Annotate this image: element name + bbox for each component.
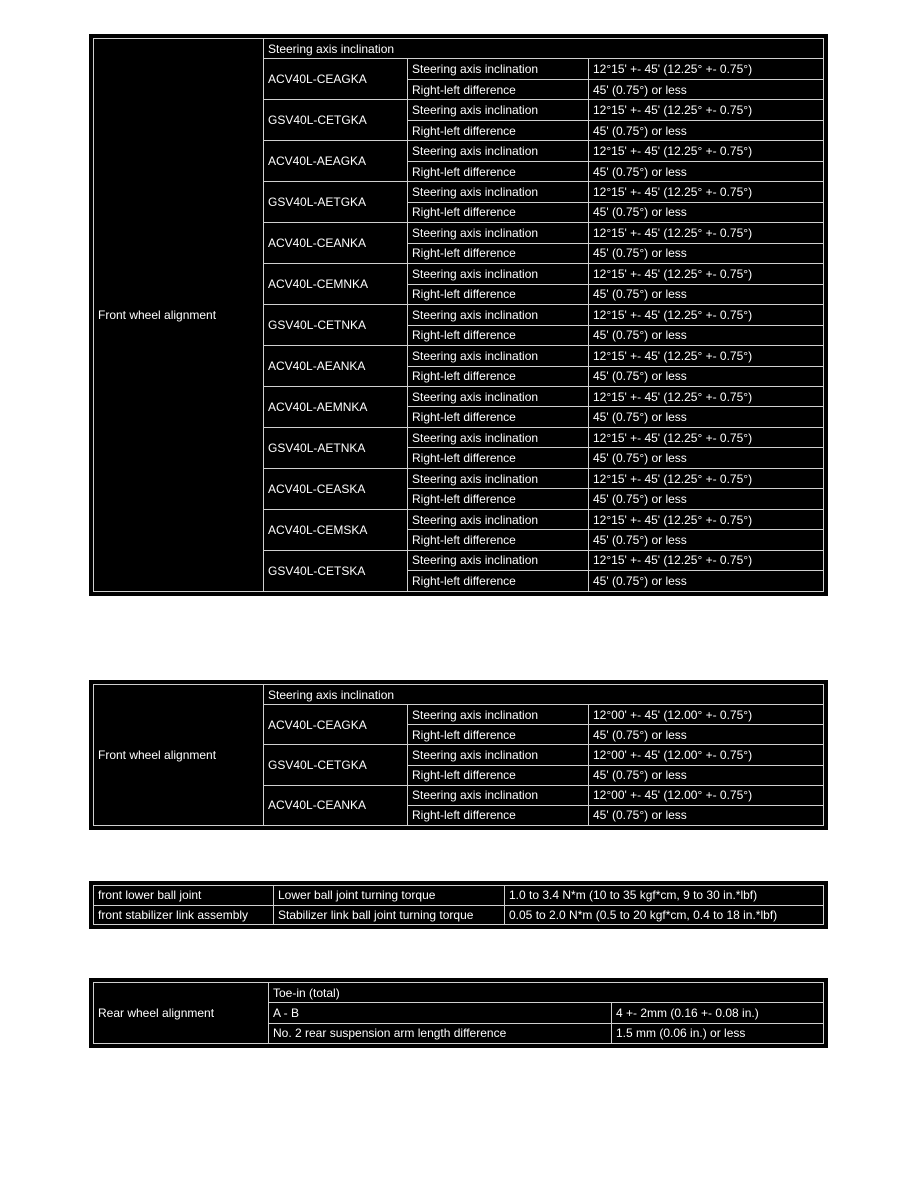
section-label: Front wheel alignment <box>94 685 264 826</box>
parameter-value: 12°00' +- 45' (12.00° +- 0.75°) <box>589 785 824 805</box>
front-wheel-alignment-table-1 <box>89 34 828 596</box>
parameter-value: 12°15' +- 45' (12.25° +- 0.75°) <box>589 386 824 406</box>
parameter-name: Steering axis inclination <box>408 59 589 79</box>
model-code: GSV40L-CETGKA <box>264 745 408 785</box>
parameter-value: 45' (0.75°) or less <box>589 325 824 345</box>
parameter-name: Right-left difference <box>408 448 589 468</box>
parameter-value: 12°15' +- 45' (12.25° +- 0.75°) <box>589 305 824 325</box>
parameter-name: Right-left difference <box>408 120 589 140</box>
parameter-name: Right-left difference <box>408 161 589 181</box>
parameter-name: Right-left difference <box>408 725 589 745</box>
parameter-value: 12°15' +- 45' (12.25° +- 0.75°) <box>589 59 824 79</box>
model-code: ACV40L-CEMNKA <box>264 264 408 305</box>
parameter-name: Right-left difference <box>408 805 589 825</box>
header-row <box>94 983 824 1003</box>
parameter-name: A - B <box>269 1003 612 1023</box>
parameter-name: Steering axis inclination <box>408 141 589 161</box>
parameter-name: Right-left difference <box>408 571 589 592</box>
section-label: Front wheel alignment <box>94 39 264 592</box>
parameter-name: Steering axis inclination <box>408 305 589 325</box>
parameter-value: 45' (0.75°) or less <box>589 530 824 550</box>
model-code: GSV40L-AETGKA <box>264 182 408 223</box>
parameter-value: 12°15' +- 45' (12.25° +- 0.75°) <box>589 427 824 447</box>
torque-value: 1.0 to 3.4 N*m (10 to 35 kgf*cm, 9 to 30 in.*lbf) <box>505 886 824 906</box>
parameter-value: 45' (0.75°) or less <box>589 448 824 468</box>
parameter-value: 45' (0.75°) or less <box>589 366 824 386</box>
torque-value: 0.05 to 2.0 N*m (0.5 to 20 kgf*cm, 0.4 to 18 in.*lbf) <box>505 905 824 925</box>
parameter-name: Right-left difference <box>408 530 589 550</box>
parameter-name: Right-left difference <box>408 407 589 427</box>
parameter-value: 12°15' +- 45' (12.25° +- 0.75°) <box>589 100 824 120</box>
parameter-name: Steering axis inclination <box>408 182 589 202</box>
parameter-value: 12°00' +- 45' (12.00° +- 0.75°) <box>589 745 824 765</box>
parameter-value: 45' (0.75°) or less <box>589 489 824 509</box>
part-name: front stabilizer link assembly <box>94 905 274 925</box>
parameter-name: Right-left difference <box>408 366 589 386</box>
model-code: GSV40L-CETNKA <box>264 305 408 346</box>
parameter-value: 12°00' +- 45' (12.00° +- 0.75°) <box>589 705 824 725</box>
header-row <box>94 39 824 59</box>
parameter-value: 45' (0.75°) or less <box>589 120 824 140</box>
model-code: ACV40L-CEMSKA <box>264 509 408 550</box>
front-wheel-alignment-table-2 <box>89 680 828 830</box>
inspection-item: Lower ball joint turning torque <box>274 886 505 906</box>
model-code: ACV40L-AEANKA <box>264 346 408 387</box>
parameter-name: Steering axis inclination <box>408 223 589 243</box>
table-row <box>94 886 824 906</box>
model-code: ACV40L-AEMNKA <box>264 386 408 427</box>
model-code: ACV40L-AEAGKA <box>264 141 408 182</box>
model-code: GSV40L-CETSKA <box>264 550 408 591</box>
parameter-name: Right-left difference <box>408 79 589 99</box>
model-code: GSV40L-CETGKA <box>264 100 408 141</box>
parameter-name: Right-left difference <box>408 202 589 222</box>
parameter-value: 4 +- 2mm (0.16 +- 0.08 in.) <box>612 1003 824 1023</box>
model-code: ACV40L-CEANKA <box>264 785 408 825</box>
parameter-value: 12°15' +- 45' (12.25° +- 0.75°) <box>589 141 824 161</box>
parameter-name: No. 2 rear suspension arm length difference <box>269 1023 612 1043</box>
parameter-value: 12°15' +- 45' (12.25° +- 0.75°) <box>589 223 824 243</box>
model-code: ACV40L-CEANKA <box>264 223 408 264</box>
parameter-name: Steering axis inclination <box>408 264 589 284</box>
parameter-value: 12°15' +- 45' (12.25° +- 0.75°) <box>589 468 824 488</box>
parameter-name: Steering axis inclination <box>408 785 589 805</box>
header-row <box>94 685 824 705</box>
model-code: ACV40L-CEASKA <box>264 468 408 509</box>
parameter-value: 12°15' +- 45' (12.25° +- 0.75°) <box>589 346 824 366</box>
parameter-name: Steering axis inclination <box>408 468 589 488</box>
parameter-name: Steering axis inclination <box>408 346 589 366</box>
parameter-value: 12°15' +- 45' (12.25° +- 0.75°) <box>589 550 824 570</box>
parameter-value: 45' (0.75°) or less <box>589 161 824 181</box>
parameter-name: Steering axis inclination <box>408 386 589 406</box>
model-code: GSV40L-AETNKA <box>264 427 408 468</box>
parameter-name: Right-left difference <box>408 243 589 263</box>
parameter-value: 45' (0.75°) or less <box>589 243 824 263</box>
inspection-item: Stabilizer link ball joint turning torque <box>274 905 505 925</box>
parameter-name: Right-left difference <box>408 325 589 345</box>
parameter-value: 12°15' +- 45' (12.25° +- 0.75°) <box>589 509 824 529</box>
section-label: Rear wheel alignment <box>94 983 269 1044</box>
section-header: Steering axis inclination <box>264 685 824 705</box>
rear-wheel-alignment-table <box>89 978 828 1048</box>
parameter-name: Steering axis inclination <box>408 509 589 529</box>
part-name: front lower ball joint <box>94 886 274 906</box>
parameter-name: Steering axis inclination <box>408 705 589 725</box>
table-row <box>94 905 824 925</box>
parameter-value: 1.5 mm (0.06 in.) or less <box>612 1023 824 1043</box>
parameter-name: Steering axis inclination <box>408 550 589 570</box>
parameter-name: Steering axis inclination <box>408 745 589 765</box>
section-header: Steering axis inclination <box>264 39 824 59</box>
parameter-name: Right-left difference <box>408 284 589 304</box>
parameter-value: 45' (0.75°) or less <box>589 407 824 427</box>
parameter-value: 45' (0.75°) or less <box>589 725 824 745</box>
parameter-name: Right-left difference <box>408 765 589 785</box>
parameter-value: 12°15' +- 45' (12.25° +- 0.75°) <box>589 182 824 202</box>
parameter-value: 12°15' +- 45' (12.25° +- 0.75°) <box>589 264 824 284</box>
model-code: ACV40L-CEAGKA <box>264 59 408 100</box>
parameter-name: Steering axis inclination <box>408 100 589 120</box>
parameter-name: Steering axis inclination <box>408 427 589 447</box>
section-header: Toe-in (total) <box>269 983 824 1003</box>
parameter-value: 45' (0.75°) or less <box>589 765 824 785</box>
parameter-value: 45' (0.75°) or less <box>589 805 824 825</box>
parameter-value: 45' (0.75°) or less <box>589 571 824 592</box>
parameter-value: 45' (0.75°) or less <box>589 202 824 222</box>
parameter-value: 45' (0.75°) or less <box>589 79 824 99</box>
ball-joint-torque-table <box>89 881 828 929</box>
parameter-name: Right-left difference <box>408 489 589 509</box>
parameter-value: 45' (0.75°) or less <box>589 284 824 304</box>
model-code: ACV40L-CEAGKA <box>264 705 408 745</box>
